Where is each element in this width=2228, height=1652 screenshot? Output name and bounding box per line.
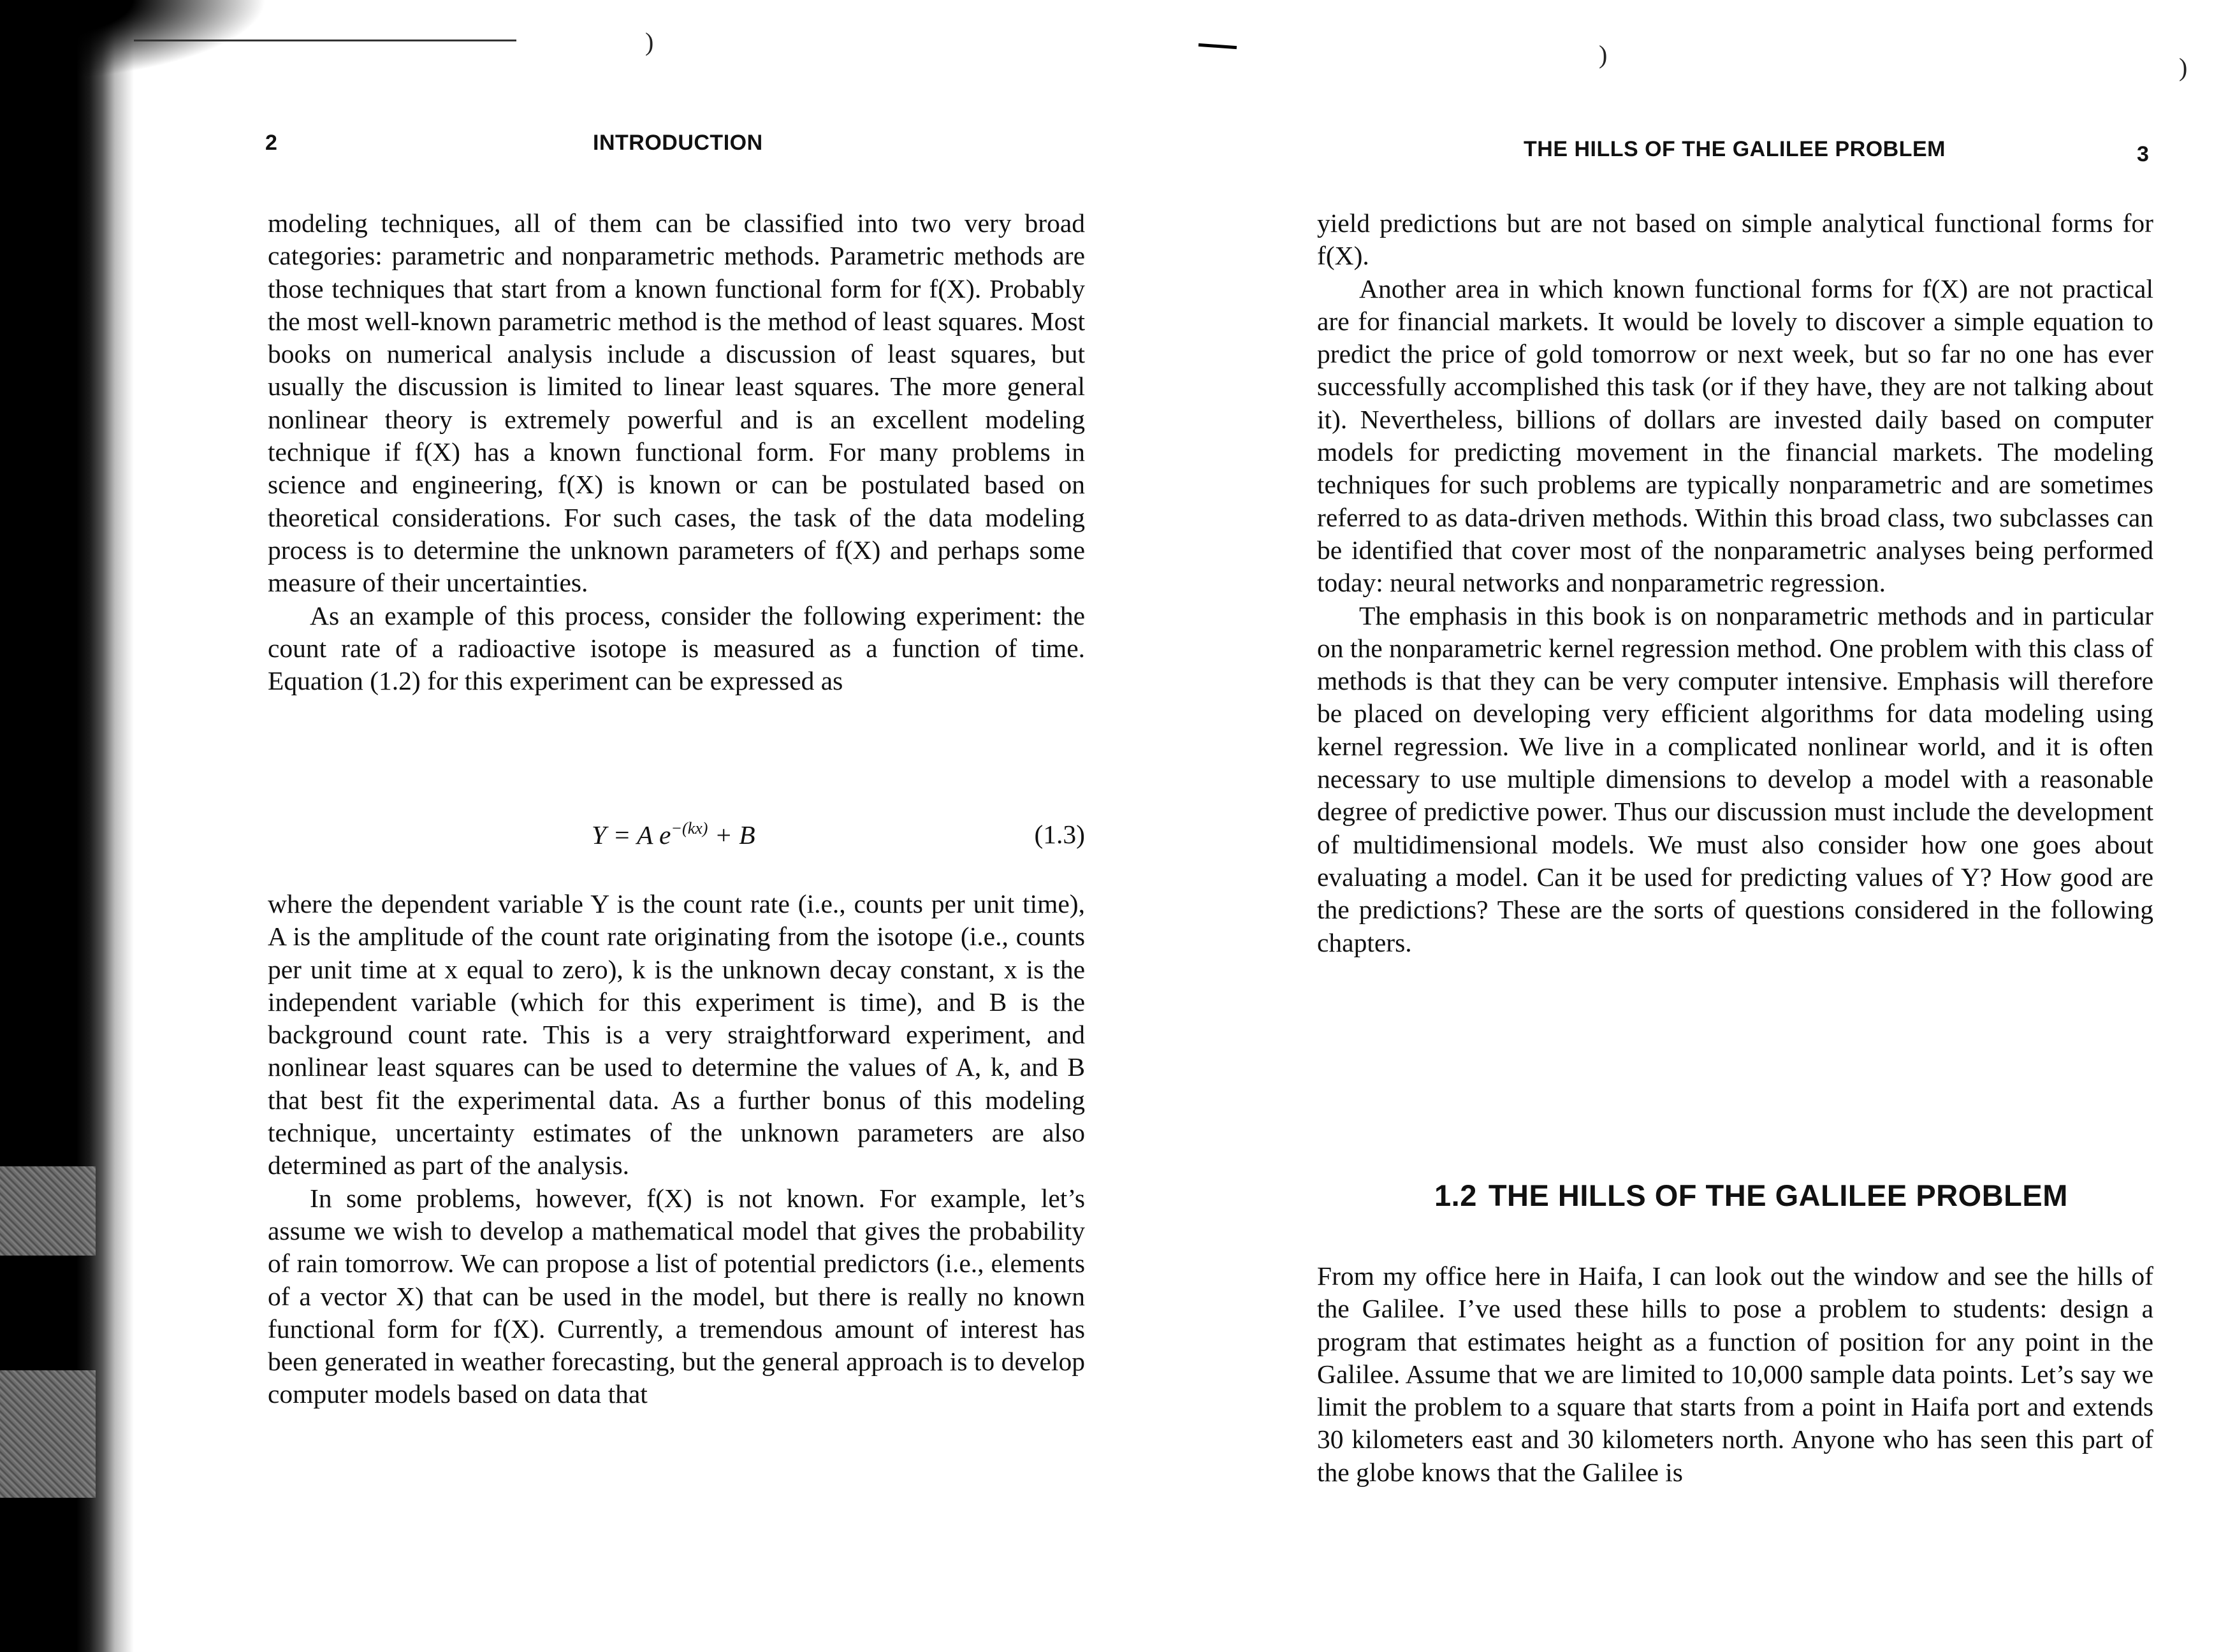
page-number: 2 — [265, 131, 278, 155]
section-number: 1.2 — [1434, 1178, 1477, 1212]
scan-noise-patch — [0, 1370, 96, 1498]
scan-corner-shadow — [0, 0, 268, 83]
equation-number: (1.3) — [1034, 820, 1085, 849]
section-heading — [1434, 1178, 2072, 1213]
body-text — [1317, 1260, 2153, 1489]
paragraph: As an example of this process, consider the following experiment: the count rate of a radioactive isotope is measured as a function of time. Equation (1.2) for this experiment can be expressed as — [268, 600, 1085, 696]
equation-formula — [592, 819, 755, 850]
section-title: THE HILLS OF THE GALILEE PROBLEM — [1488, 1178, 2068, 1212]
scan-gutter-mark — [1198, 43, 1237, 49]
scan-noise-patch — [0, 1166, 96, 1256]
scan-speck: ) — [2179, 53, 2188, 82]
equation-rhs: + B — [708, 820, 755, 850]
equation-lhs: Y = A e — [592, 820, 671, 850]
scan-speck: ) — [645, 27, 654, 56]
scan-speck: ) — [1599, 40, 1608, 69]
paragraph: In some problems, however, f(X) is not known. For example, let’s assume we wish to develop a mathematical model that gives the probability of rain tomorrow. We can propose a list of potential predictors (i.e., elements of a vector X) that can be used in the model, but there is really no known functional form for f(X). Currently, a tremendous amount of interest has been generated in weather forecasting, but the general approach is to develop computer models based on data that — [268, 1183, 1085, 1409]
body-text — [268, 207, 1085, 697]
body-text — [268, 888, 1085, 1411]
paragraph: modeling techniques, all of them can be classified into two very broad categories: parametric and nonparametric methods. Parametric methods are those techniques that start from a known functional form for f(X). Probably the most well-known parametric method is the method of least squares. Most books on numerical analysis include a discussion of least squares, but usually the discussion is limited to linear least squares. The more general nonlinear theory is extremely powerful and is an excellent modeling technique if f(X) has a known functional form. For many problems in science and engineering, f(X) is known or can be postulated based on theoretical considerations. For such cases, the task of the data modeling process is to determine the unknown parameters of f(X) and perhaps some measure of their uncertainties. — [268, 208, 1085, 598]
paragraph: where the dependent variable Y is the count rate (i.e., counts per unit time), A is the amplitude of the count rate originating from the isotope (i.e., counts per unit time at x equal to zero), k is the unknown decay constant, x is the independent variable (which for this experiment is time), and B is the background count rate. This is a very straightforward experiment, and nonlinear least squares can be used to determine the values of A, k, and B that best fit the experimental data. As a further bonus of this modeling technique, uncertainty estimates of the unknown parameters are also determined as part of the analysis. — [268, 889, 1085, 1180]
paragraph: From my office here in Haifa, I can look out the window and see the hills of the Galilee. I’ve used these hills to pose a problem to students: design a program that estimates height as a function of position for any point in the Galilee. Assume that we are limited to 10,000 sample data points. Let’s say we limit the problem to a square that starts from a point in Haifa port and extends 30 kilometers east and 30 kilometers north. Anyone who has seen this part of the globe knows that the Galilee is — [1317, 1261, 2153, 1487]
equation — [268, 819, 1085, 857]
scan-edge-line — [134, 40, 516, 41]
paragraph: Another area in which known functional forms for f(X) are not practical are for financial markets. It would be lovely to discover a simple equation to predict the price of gold tomorrow or next week, but so far no one has ever successfully accomplished this task (or if they have, they are not talking about it). Nevertheless, billions of dollars are invested daily based on computer models for predicting movement in the financial markets. The modeling techniques for such problems are typically nonparametric and are sometimes referred to as data-driven methods. Within this broad class, two subclasses can be identified that cover most of the nonparametric analyses being performed today: neural networks and nonparametric regression. — [1317, 273, 2153, 598]
equation-exponent: −(kx) — [671, 819, 708, 837]
page-number: 3 — [2137, 142, 2150, 166]
body-text — [1317, 207, 2153, 959]
running-head-title: INTRODUCTION — [593, 131, 763, 155]
paragraph: The emphasis in this book is on nonparametric methods and in particular on the nonparametric kernel regression method. One problem with this class of methods is that they can be very computer intensive. Emphasis will therefore be placed on developing very efficient algorithms for data modeling using kernel regression. We live in a complicated nonlinear world, and it is often necessary to use multiple dimensions to develop a model with a reasonable degree of predictive power. Thus our discussion must include the development of multidimensional models. We must also consider how one goes about evaluating a model. Can it be used for predicting values of Y? How good are the predictions? These are the sorts of questions considered in the following chapters. — [1317, 600, 2153, 957]
running-head — [261, 131, 1091, 163]
running-head-title: THE HILLS OF THE GALILEE PROBLEM — [1524, 137, 1946, 161]
running-head — [1307, 131, 2152, 166]
paragraph: yield predictions but are not based on simple analytical functional forms for f(X). — [1317, 208, 2153, 271]
